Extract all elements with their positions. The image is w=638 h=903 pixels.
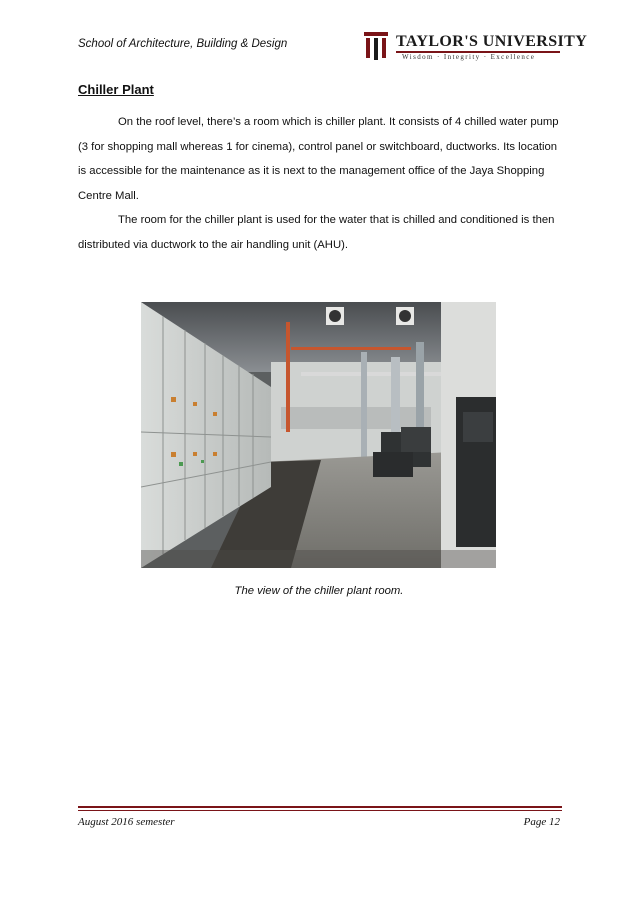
footer-divider <box>78 806 562 808</box>
chiller-plant-photo <box>141 302 496 568</box>
header-school: School of Architecture, Building & Design <box>78 38 288 50</box>
section-heading: Chiller Plant <box>78 82 154 97</box>
university-crest-icon <box>364 32 388 60</box>
university-motto: Wisdom · Integrity · Excellence <box>402 53 536 61</box>
page-number: Page 12 <box>523 816 560 828</box>
paragraph-2 <box>78 208 560 257</box>
university-name: TAYLOR'S UNIVERSITY <box>396 33 588 50</box>
university-logo <box>364 30 588 64</box>
footer-divider-thin <box>78 810 562 811</box>
paragraph-1-text: On the roof level, there’s a room which is chiller plant. It consists of 4 chilled water pump (3 for shopping mall whereas 1 for cinema), control panel or switchboard, ductworks. Its location is accessible for the maintenance as it is next to the management office of the Jaya Shopping Centre Mall. <box>78 116 559 202</box>
paragraph-2-text: The room for the chiller plant is used for the water that is chilled and conditioned is then distributed via ductwork to the air handling unit (AHU). <box>78 214 555 251</box>
footer-semester: August 2016 semester <box>78 816 175 828</box>
photo-caption: The view of the chiller plant room. <box>234 585 404 597</box>
paragraph-1 <box>78 110 560 208</box>
